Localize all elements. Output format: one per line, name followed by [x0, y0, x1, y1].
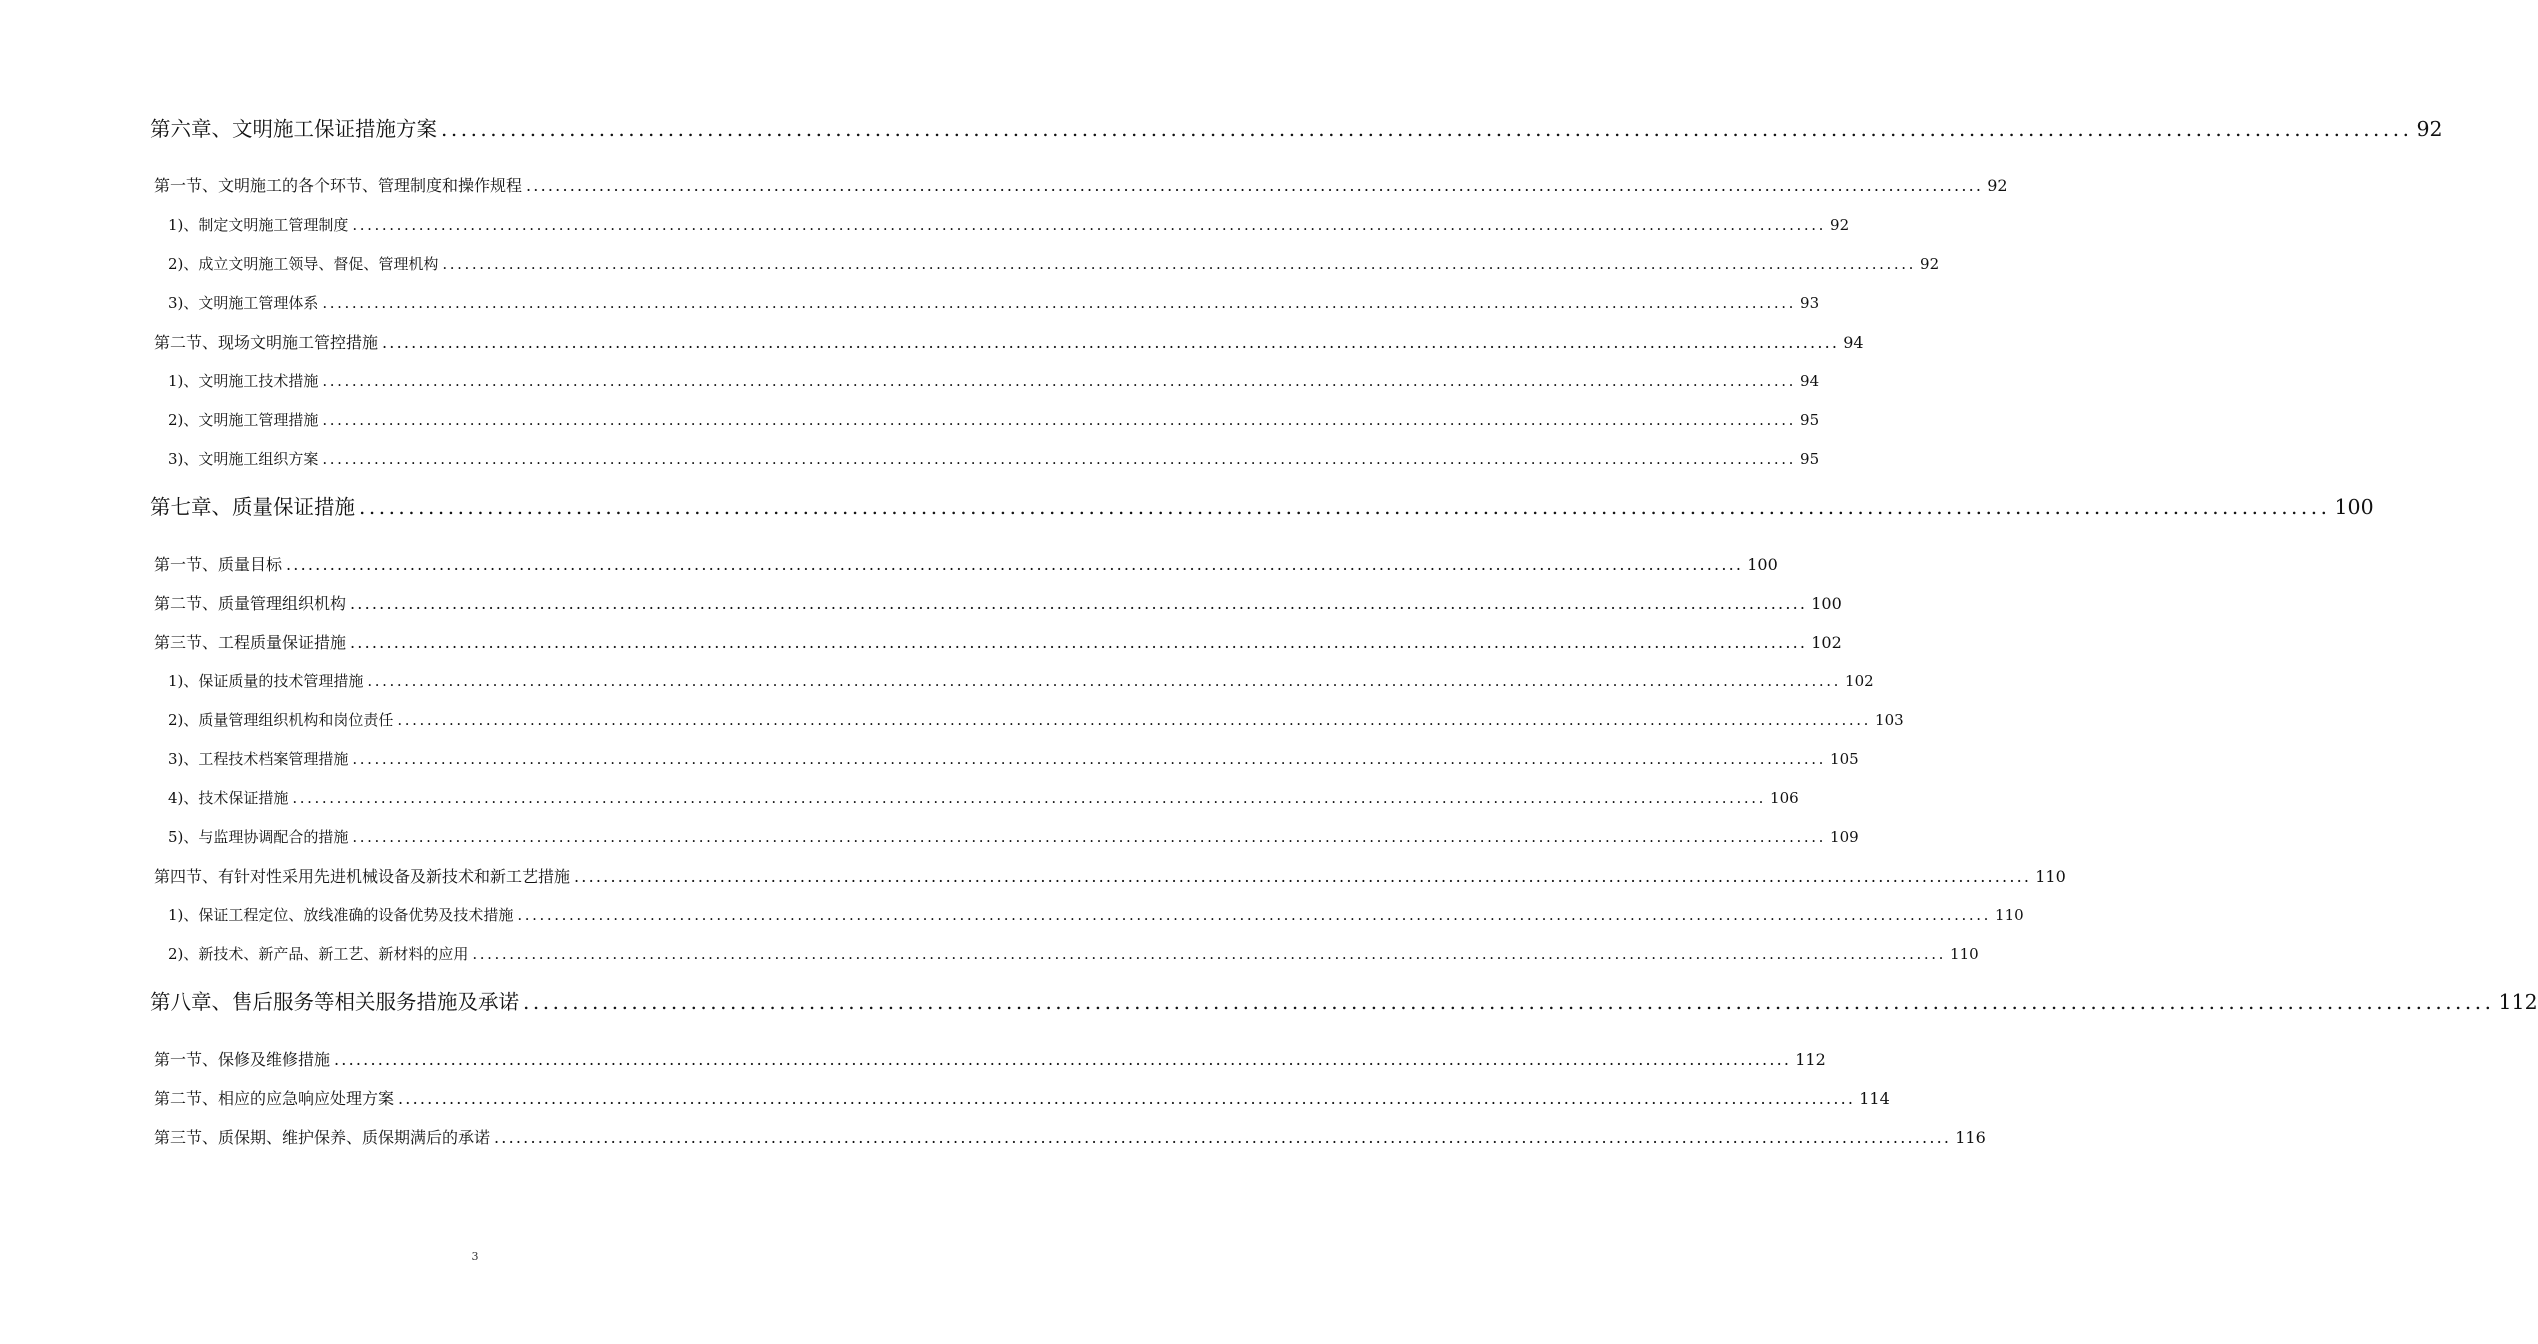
- toc-entry-section[interactable]: [154, 330, 1864, 353]
- toc-entry-title: 第四节、有针对性采用先进机械设备及新技术和新工艺措施: [154, 867, 571, 886]
- toc-entry-sub[interactable]: [168, 670, 1874, 691]
- toc-entry-title: 4)、技术保证措施: [168, 789, 289, 807]
- toc-entry-sub[interactable]: [168, 709, 1904, 730]
- toc-entry-page: 100: [1747, 555, 1778, 574]
- toc-entry-page: 112: [2498, 990, 2538, 1014]
- dot-leader: ........................................................................................................................................................................................................: [359, 495, 2331, 519]
- toc-entry-page: 106: [1770, 789, 1799, 807]
- toc-entry-sub[interactable]: [168, 370, 1820, 391]
- dot-leader: ........................................................................................................................................................................................................: [517, 906, 1992, 924]
- toc-entry-page: 110: [1950, 945, 1979, 963]
- dot-leader: ........................................................................................................................................................................................................: [526, 176, 1984, 195]
- toc-entry-title: 第七章、质量保证措施: [150, 495, 355, 519]
- toc-entry-sub[interactable]: [168, 748, 1859, 769]
- toc-entry-page: 114: [1859, 1089, 1890, 1108]
- toc-entry-page: 103: [1875, 711, 1904, 729]
- toc-entry-page: 92: [1920, 255, 1940, 273]
- dot-leader: ........................................................................................................................................................................................................: [352, 216, 1827, 234]
- toc-entry-title: 第二节、现场文明施工管控措施: [154, 333, 379, 352]
- dot-leader: ........................................................................................................................................................................................................: [494, 1128, 1952, 1147]
- toc-entry-title: 2)、质量管理组织机构和岗位责任: [168, 711, 394, 729]
- toc-entry-section[interactable]: [154, 1047, 1826, 1070]
- toc-entry-section[interactable]: [154, 552, 1778, 575]
- toc-entry-sub[interactable]: [168, 943, 1979, 964]
- toc-entry-page: 100: [2334, 495, 2374, 519]
- toc-entry-sub[interactable]: [168, 826, 1859, 847]
- toc-entry-page: 95: [1800, 411, 1820, 429]
- toc-entry-title: 第六章、文明施工保证措施方案: [150, 117, 437, 141]
- toc-entry-title: 3)、文明施工管理体系: [168, 294, 319, 312]
- dot-leader: ........................................................................................................................................................................................................: [350, 633, 1808, 652]
- toc-entry-page: 93: [1800, 294, 1820, 312]
- toc-entry-page: 110: [2035, 867, 2066, 886]
- dot-leader: ........................................................................................................................................................................................................: [322, 450, 1797, 468]
- toc-entry-page: 105: [1830, 750, 1859, 768]
- toc-entry-title: 第一节、保修及维修措施: [154, 1050, 331, 1069]
- toc-entry-page: 100: [1811, 594, 1842, 613]
- toc-entry-title: 1)、文明施工技术措施: [168, 372, 319, 390]
- toc-entry-page: 92: [1830, 216, 1850, 234]
- dot-leader: ........................................................................................................................................................................................................: [382, 333, 1840, 352]
- toc-entry-title: 第一节、文明施工的各个环节、管理制度和操作规程: [154, 176, 523, 195]
- dot-leader: ........................................................................................................................................................................................................: [322, 372, 1797, 390]
- toc-entry-title: 3)、文明施工组织方案: [168, 450, 319, 468]
- dot-leader: ........................................................................................................................................................................................................: [523, 990, 2495, 1014]
- toc-entry-section[interactable]: [154, 864, 2066, 887]
- dot-leader: ........................................................................................................................................................................................................: [286, 555, 1744, 574]
- toc-entry-page: 102: [1811, 633, 1842, 652]
- toc-entry-sub[interactable]: [168, 214, 1850, 235]
- dot-leader: ........................................................................................................................................................................................................: [367, 672, 1842, 690]
- dot-leader: ........................................................................................................................................................................................................: [322, 294, 1797, 312]
- toc-entry-title: 3)、工程技术档案管理措施: [168, 750, 349, 768]
- dot-leader: ........................................................................................................................................................................................................: [352, 750, 1827, 768]
- toc-entry-section[interactable]: [154, 1125, 1986, 1148]
- toc-entry-title: 2)、文明施工管理措施: [168, 411, 319, 429]
- toc-entry-title: 第二节、质量管理组织机构: [154, 594, 347, 613]
- toc-entry-page: 102: [1845, 672, 1874, 690]
- dot-leader: ........................................................................................................................................................................................................: [472, 945, 1947, 963]
- toc-entry-title: 第三节、工程质量保证措施: [154, 633, 347, 652]
- toc-entry-title: 第三节、质保期、维护保养、质保期满后的承诺: [154, 1128, 491, 1147]
- dot-leader: ........................................................................................................................................................................................................: [352, 828, 1827, 846]
- dot-leader: ........................................................................................................................................................................................................: [334, 1050, 1792, 1069]
- toc-entry-title: 1)、制定文明施工管理制度: [168, 216, 349, 234]
- toc-entry-page: 92: [1987, 176, 2008, 195]
- toc-entry-title: 2)、成立文明施工领导、督促、管理机构: [168, 255, 439, 273]
- page-number: 3: [471, 1250, 479, 1263]
- toc-entry-title: 第一节、质量目标: [154, 555, 283, 574]
- toc-entry-section[interactable]: [154, 591, 1842, 614]
- dot-leader: ........................................................................................................................................................................................................: [574, 867, 2032, 886]
- toc-entry-sub[interactable]: [168, 904, 2024, 925]
- toc-entry-sub[interactable]: [168, 292, 1820, 313]
- dot-leader: ........................................................................................................................................................................................................: [397, 711, 1872, 729]
- toc-entry-chapter[interactable]: [150, 112, 2443, 142]
- toc-entry-title: 1)、保证质量的技术管理措施: [168, 672, 364, 690]
- toc-entry-page: 92: [2416, 117, 2443, 141]
- toc-entry-title: 第二节、相应的应急响应处理方案: [154, 1089, 395, 1108]
- toc-entry-page: 94: [1843, 333, 1864, 352]
- toc-entry-sub[interactable]: [168, 787, 1799, 808]
- toc-entry-title: 1)、保证工程定位、放线准确的设备优势及技术措施: [168, 906, 514, 924]
- toc-entry-section[interactable]: [154, 1086, 1890, 1109]
- toc-entry-page: 109: [1830, 828, 1859, 846]
- dot-leader: ........................................................................................................................................................................................................: [398, 1089, 1856, 1108]
- toc-entry-chapter[interactable]: [150, 490, 2374, 520]
- dot-leader: ........................................................................................................................................................................................................: [322, 411, 1797, 429]
- toc-entry-section[interactable]: [154, 630, 1842, 653]
- toc-entry-sub[interactable]: [168, 253, 1940, 274]
- toc-entry-sub[interactable]: [168, 448, 1820, 469]
- toc-entry-title: 2)、新技术、新产品、新工艺、新材料的应用: [168, 945, 469, 963]
- toc-entry-page: 116: [1955, 1128, 1986, 1147]
- toc-entry-page: 110: [1995, 906, 2024, 924]
- dot-leader: ........................................................................................................................................................................................................: [292, 789, 1767, 807]
- toc-entry-title: 第八章、售后服务等相关服务措施及承诺: [150, 990, 519, 1014]
- toc-entry-sub[interactable]: [168, 409, 1820, 430]
- toc-entry-page: 94: [1800, 372, 1820, 390]
- toc-entry-page: 112: [1795, 1050, 1826, 1069]
- dot-leader: ........................................................................................................................................................................................................: [442, 255, 1917, 273]
- dot-leader: ........................................................................................................................................................................................................: [441, 117, 2413, 141]
- toc-entry-section[interactable]: [154, 173, 2008, 196]
- toc-entry-chapter[interactable]: [150, 985, 2538, 1015]
- toc-entry-title: 5)、与监理协调配合的措施: [168, 828, 349, 846]
- toc-entry-page: 95: [1800, 450, 1820, 468]
- dot-leader: ........................................................................................................................................................................................................: [350, 594, 1808, 613]
